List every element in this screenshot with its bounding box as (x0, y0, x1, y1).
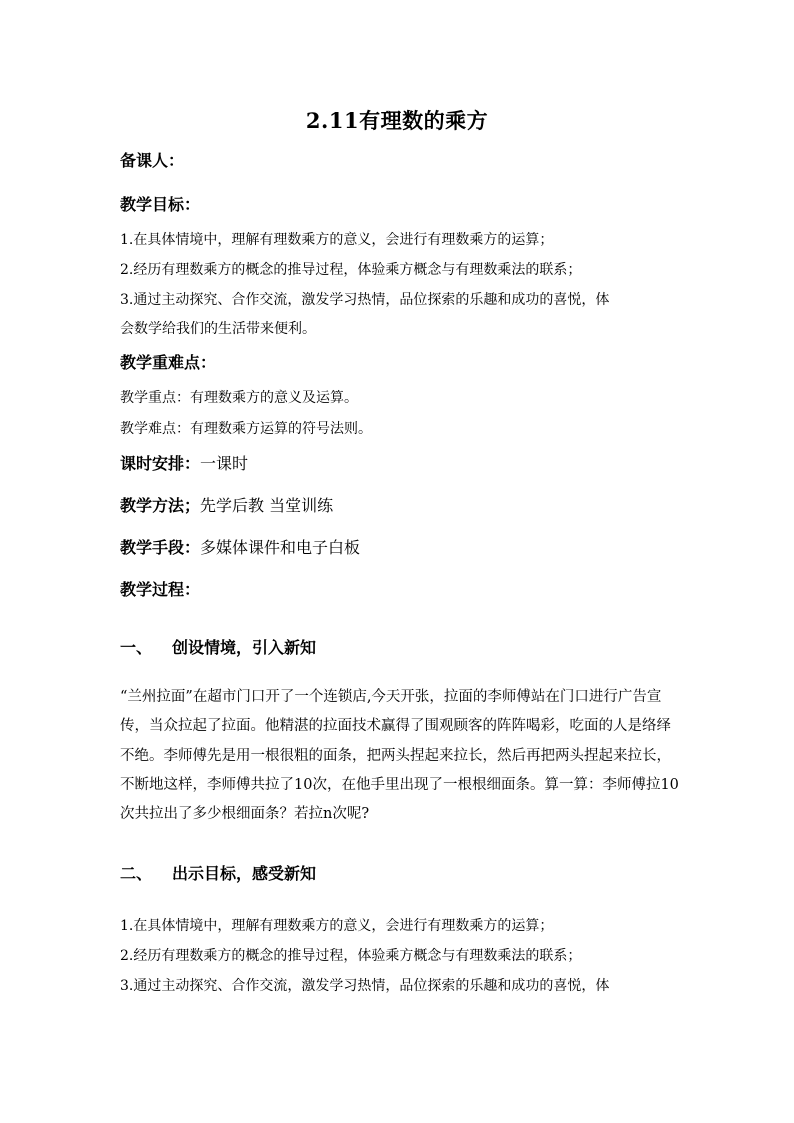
means-row (120, 535, 360, 558)
schedule-value: 一课时 (200, 454, 249, 473)
objective-item-3-continued: 会数学给我们的生活带来便利。 (120, 321, 316, 337)
method-value: 先学后教 当堂训练 (200, 496, 334, 515)
section-2-item-1: 1.在具体情境中，理解有理数乘方的意义，会进行有理数乘方的运算； (120, 918, 554, 934)
section-2-title: 出示目标，感受新知 (172, 864, 317, 883)
process-heading: 教学过程： (120, 580, 201, 599)
objective-item-3: 3.通过主动探究、合作交流，激发学习热情，品位探索的乐趣和成功的喜悦，体 (120, 292, 610, 308)
method-row (120, 493, 333, 516)
objective-item-1: 1.在具体情境中，理解有理数乘方的意义，会进行有理数乘方的运算； (120, 232, 554, 248)
section-2-item-2: 2.经历有理数乘方的概念的推导过程，体验乘方概念与有理数乘法的联系； (120, 948, 582, 964)
objective-item-2: 2.经历有理数乘方的概念的推导过程，体验乘方概念与有理数乘法的联系； (120, 262, 582, 278)
key-points-heading: 教学重难点： (120, 353, 217, 372)
key-point: 教学重点：有理数乘方的意义及运算。 (120, 390, 358, 406)
section-1-number: 一、 (120, 638, 153, 657)
preparer-label: 备课人： (120, 151, 185, 170)
schedule-label: 课时安排： (120, 454, 201, 473)
means-value: 多媒体课件和电子白板 (200, 538, 361, 557)
section-2-number: 二、 (120, 864, 153, 883)
page-title: 2.11有理数的乘方 (305, 108, 489, 133)
means-label: 教学手段： (120, 538, 201, 557)
section-1-title: 创设情境，引入新知 (172, 638, 317, 657)
method-label: 教学方法； (120, 496, 201, 515)
section-1-paragraph: “兰州拉面”在超市门口开了一个连锁店,今天开张，拉面的李师傅站在门口进行广告宣传，当众拉起了拉面。他精湛的拉面技术赢得了围观顾客的阵阵喝彩，吃面的人是络绎不绝。李师傅先是用一根很粗的面条，把两头捏起来拉长，然后再把两头捏起来拉长，不断地这样，李师傅共拉了10次，在他手里出现了一根根细面条。算一算：李师傅拉10次共拉出了多少根细面条？若拉n次呢? (120, 689, 679, 823)
section-2-heading (120, 861, 316, 884)
difficult-point: 教学难点：有理数乘方运算的符号法则。 (120, 421, 372, 437)
section-1-heading (120, 635, 316, 658)
section-2-item-3: 3.通过主动探究、合作交流，激发学习热情，品位探索的乐趣和成功的喜悦，体 (120, 978, 610, 994)
schedule-row (120, 451, 248, 474)
objectives-heading: 教学目标： (120, 195, 201, 214)
